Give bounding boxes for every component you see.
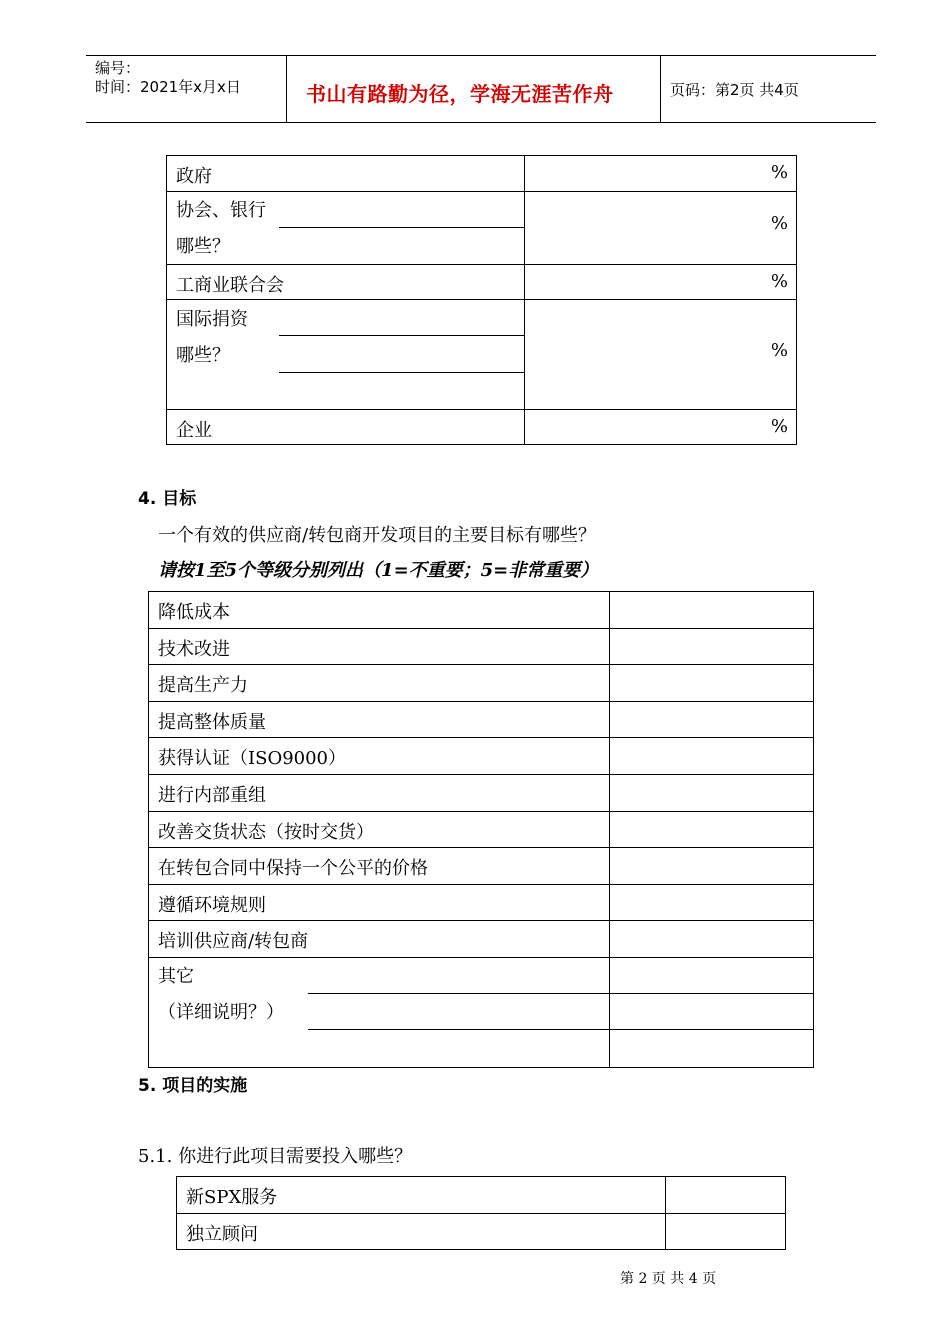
goal-other-label: 其它	[158, 966, 194, 987]
header-time-label: 时间：2021年x月x日	[95, 78, 241, 96]
header-bottom-rule	[86, 122, 876, 123]
funding-label-cell	[167, 265, 525, 300]
table-row	[167, 265, 797, 300]
funding-pct-cell[interactable]	[525, 156, 797, 192]
question-5-1: 5.1. 你进行此项目需要投入哪些？	[138, 1146, 413, 1167]
investment-label-cell	[177, 1214, 666, 1250]
funding-enterprise-label: 企业	[176, 420, 212, 441]
goal-label-cell	[149, 774, 610, 811]
goal-label: 遵循环境规则	[158, 894, 266, 916]
investment-table	[176, 1176, 786, 1250]
header-top-rule	[86, 55, 876, 56]
goal-rating-cell[interactable]	[610, 665, 814, 702]
table-row	[149, 884, 814, 921]
goal-label: 降低成本	[158, 602, 230, 623]
section-5-title: 5. 项目的实施	[138, 1076, 248, 1096]
goal-label: 改善交货状态（按时交货）	[158, 821, 374, 843]
table-row	[149, 738, 814, 775]
funding-pct-cell[interactable]	[525, 192, 797, 265]
header-number-label: 编号：	[95, 59, 141, 77]
other-blank-line[interactable]	[308, 993, 813, 994]
funding-which-label: 哪些？	[176, 236, 230, 257]
goal-label-cell	[149, 628, 610, 665]
goal-label-cell	[149, 665, 610, 702]
table-row	[177, 1214, 786, 1250]
goal-rating-cell[interactable]	[610, 774, 814, 811]
goal-rating-cell[interactable]	[610, 884, 814, 921]
funding-pct-cell[interactable]	[525, 300, 797, 410]
table-row	[167, 300, 797, 410]
investment-item-label: 新SPX服务	[186, 1187, 278, 1208]
association-blank-line[interactable]	[279, 227, 524, 228]
header-divider-right	[660, 55, 661, 123]
table-row	[149, 811, 814, 848]
goal-rating-cell[interactable]	[610, 957, 814, 1067]
funding-pct-cell[interactable]	[525, 265, 797, 300]
table-row	[149, 628, 814, 665]
goal-label: 提高整体质量	[158, 711, 266, 733]
percent-sign: %	[770, 340, 788, 361]
investment-item-label: 独立顾问	[186, 1224, 258, 1245]
goal-rating-cell[interactable]	[610, 701, 814, 738]
table-row	[177, 1177, 786, 1214]
goal-label: 获得认证（ISO9000）	[158, 748, 347, 770]
percent-sign: %	[770, 271, 788, 292]
rating-instruction: 请按1至5个等级分别列出（1=不重要；5=非常重要）	[158, 560, 599, 581]
table-row	[167, 410, 797, 445]
goal-rating-cell[interactable]	[610, 921, 814, 958]
section-4-question: 一个有效的供应商/转包商开发项目的主要目标有哪些？	[158, 525, 597, 546]
donation-blank-line[interactable]	[279, 335, 524, 336]
goals-table	[148, 591, 814, 1068]
funding-intl-donation-label: 国际捐资	[176, 309, 248, 330]
percent-sign: %	[770, 212, 788, 234]
goal-label-cell	[149, 848, 610, 885]
table-row	[149, 592, 814, 629]
investment-label-cell	[177, 1177, 666, 1214]
goal-label-cell	[149, 701, 610, 738]
goal-label: 技术改进	[158, 638, 230, 660]
table-row	[149, 701, 814, 738]
goal-label-cell	[149, 811, 610, 848]
goal-label-cell	[149, 592, 610, 629]
funding-which-label: 哪些？	[176, 345, 230, 366]
goal-rating-cell[interactable]	[610, 848, 814, 885]
funding-government-label: 政府	[176, 166, 212, 187]
funding-pct-cell[interactable]	[525, 410, 797, 445]
goal-label: 提高生产力	[158, 675, 248, 697]
goal-label-cell	[149, 738, 610, 775]
table-row	[149, 921, 814, 958]
goal-label: 培训供应商/转包商	[158, 931, 309, 953]
investment-value-cell[interactable]	[666, 1177, 786, 1214]
header-page-label: 页码：第2页 共4页	[670, 81, 799, 99]
header-divider-left	[286, 55, 287, 123]
percent-sign: %	[770, 162, 788, 183]
funding-label-cell	[167, 156, 525, 192]
table-row	[149, 665, 814, 702]
donation-blank-line[interactable]	[279, 372, 524, 373]
header-motto: 书山有路勤为径，学海无涯苦作舟	[306, 82, 614, 106]
goal-rating-cell[interactable]	[610, 811, 814, 848]
section-4-title: 4. 目标	[138, 489, 197, 509]
goal-label: 进行内部重组	[158, 784, 266, 806]
other-blank-line[interactable]	[308, 1029, 813, 1030]
investment-value-cell[interactable]	[666, 1214, 786, 1250]
funding-label-cell	[167, 410, 525, 445]
table-row	[167, 156, 797, 192]
table-row	[149, 774, 814, 811]
goal-rating-cell[interactable]	[610, 738, 814, 775]
goal-label-cell	[149, 921, 610, 958]
goal-label-cell	[149, 884, 610, 921]
goal-rating-cell[interactable]	[610, 628, 814, 665]
footer-page-number: 第 2 页 共 4 页	[620, 1271, 717, 1287]
funding-federation-label: 工商业联合会	[176, 275, 284, 296]
goal-label: 在转包合同中保持一个公平的价格	[158, 858, 428, 880]
percent-sign: %	[770, 416, 788, 437]
table-row	[149, 848, 814, 885]
goal-details-label: （详细说明？）	[158, 1002, 284, 1023]
funding-association-label: 协会、银行	[176, 200, 266, 221]
goal-rating-cell[interactable]	[610, 592, 814, 629]
